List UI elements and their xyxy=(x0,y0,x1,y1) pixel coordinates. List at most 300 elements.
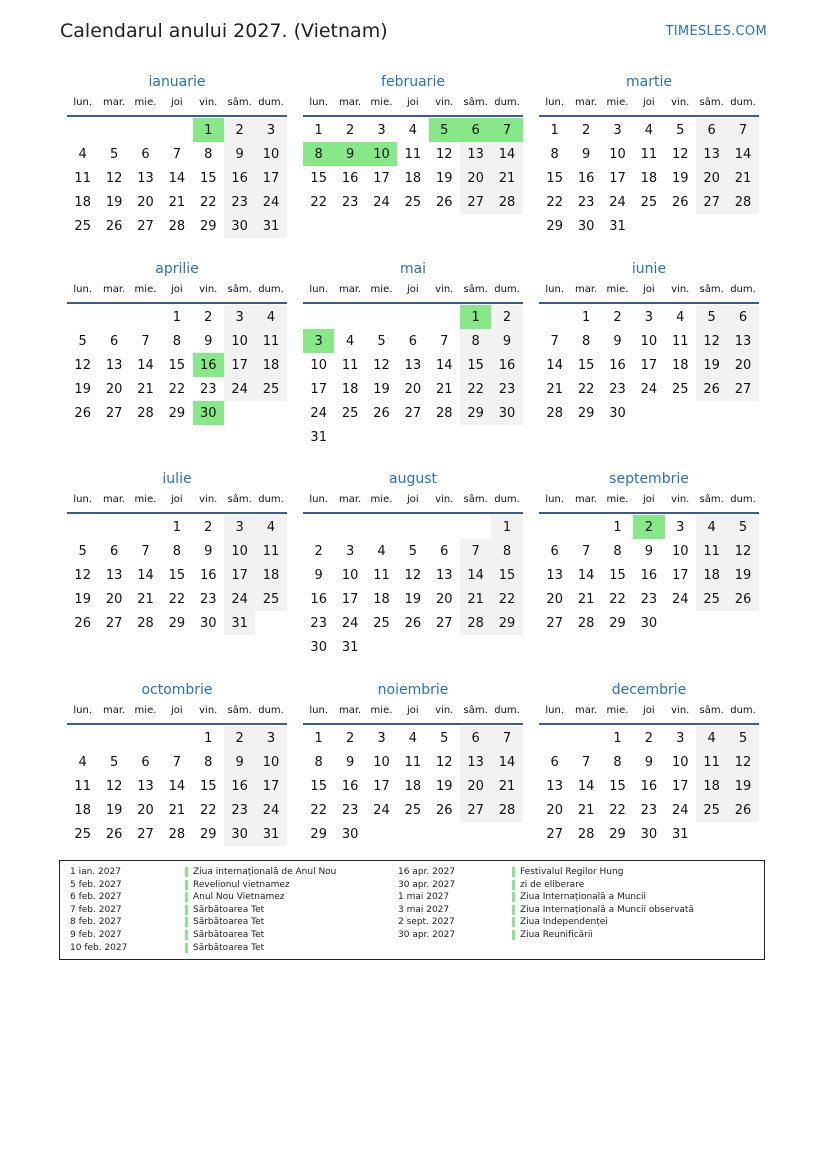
day-cell: 24 xyxy=(373,194,390,210)
month-divider xyxy=(67,115,287,117)
day-cell: 13 xyxy=(435,567,453,583)
day-cell: 27 xyxy=(727,377,758,401)
day-cell: 14 xyxy=(168,170,186,186)
day-cell: 28 xyxy=(491,190,522,214)
weekday-label: lun. xyxy=(73,284,93,295)
weekday-header xyxy=(303,284,523,298)
day-cell: 30 xyxy=(577,218,595,234)
day-cell: 27 xyxy=(105,405,123,421)
day-cell: 13 xyxy=(727,329,758,353)
day-cell-empty xyxy=(696,401,727,425)
weekday-label: mie. xyxy=(134,705,157,716)
day-cell: 29 xyxy=(460,401,491,425)
day-cell: 4 xyxy=(255,305,286,329)
day-cell: 7 xyxy=(440,333,449,349)
weekday-label: joi xyxy=(171,284,183,295)
day-cell: 7 xyxy=(172,146,181,162)
day-cell: 30 xyxy=(224,822,255,846)
holiday-date: 10 feb. 2027 xyxy=(70,942,128,953)
day-cell: 7 xyxy=(141,333,150,349)
legend-row xyxy=(185,866,336,879)
day-cell: 18 xyxy=(671,357,689,373)
day-cell: 11 xyxy=(696,539,727,563)
month-martie xyxy=(539,73,759,238)
day-cell-empty xyxy=(224,401,255,425)
brand-link[interactable]: TIMESLES.COM xyxy=(665,24,767,39)
day-cell: 21 xyxy=(491,166,522,190)
weekday-label: sâm. xyxy=(227,284,252,295)
weekday-label: lun. xyxy=(73,705,93,716)
weekday-label: dum. xyxy=(730,705,756,716)
weekday-label: mar. xyxy=(338,97,362,108)
day-cell: 21 xyxy=(727,166,758,190)
day-cell: 9 xyxy=(204,333,213,349)
day-grid xyxy=(539,515,759,635)
day-cell: 13 xyxy=(137,778,154,794)
day-cell: 22 xyxy=(310,194,327,210)
weekday-label: dum. xyxy=(730,494,756,505)
day-cell: 22 xyxy=(199,194,217,210)
day-cell: 23 xyxy=(199,381,217,397)
legend-row xyxy=(70,891,127,904)
day-cell: 23 xyxy=(341,194,359,210)
day-cell: 3 xyxy=(377,730,386,746)
day-cell-empty xyxy=(161,118,192,142)
month-divider xyxy=(539,302,759,304)
weekday-label: vin. xyxy=(199,97,218,108)
month-divider xyxy=(303,302,523,304)
holiday-date: 5 feb. 2027 xyxy=(70,879,122,890)
day-cell-empty xyxy=(67,726,98,750)
day-cell: 2 xyxy=(224,726,255,750)
day-cell: 1 xyxy=(314,730,323,746)
weekday-label: joi xyxy=(407,705,419,716)
day-cell: 26 xyxy=(671,194,689,210)
day-cell: 13 xyxy=(460,750,491,774)
day-cell: 26 xyxy=(74,405,91,421)
day-cell-empty xyxy=(98,726,129,750)
holiday-date: 9 feb. 2027 xyxy=(70,929,122,940)
day-cell: 29 xyxy=(310,826,327,842)
day-cell: 18 xyxy=(373,591,390,607)
day-cell: 6 xyxy=(440,543,449,559)
day-cell-empty xyxy=(696,214,727,238)
weekday-label: mie. xyxy=(606,284,629,295)
day-cell: 23 xyxy=(640,802,658,818)
day-cell-empty xyxy=(727,822,758,846)
day-cell: 2 xyxy=(613,309,622,325)
day-cell: 6 xyxy=(408,333,417,349)
day-cell: 29 xyxy=(577,405,595,421)
month-divider xyxy=(539,115,759,117)
month-divider xyxy=(67,723,287,725)
day-cell: 28 xyxy=(491,798,522,822)
month-name: februarie xyxy=(381,74,445,90)
month-name: ianuarie xyxy=(148,74,206,90)
weekday-header xyxy=(67,284,287,298)
weekday-label: lun. xyxy=(309,494,329,505)
holiday-date: 30 apr. 2027 xyxy=(398,929,456,940)
legend-row xyxy=(185,929,336,942)
weekday-label: mar. xyxy=(102,705,126,716)
weekday-header xyxy=(539,97,759,111)
day-cell: 22 xyxy=(199,802,217,818)
day-cell-holiday: 8 xyxy=(303,142,334,166)
weekday-label: dum. xyxy=(494,494,520,505)
day-cell: 1 xyxy=(613,519,622,535)
day-cell: 31 xyxy=(310,429,327,445)
day-cell-holiday: 1 xyxy=(193,118,224,142)
day-cell: 16 xyxy=(491,353,522,377)
day-cell: 30 xyxy=(491,401,522,425)
day-cell: 27 xyxy=(546,826,563,842)
day-cell: 8 xyxy=(581,333,591,349)
day-cell-empty xyxy=(491,635,522,659)
day-cell: 10 xyxy=(224,539,255,563)
day-cell: 1 xyxy=(204,730,213,746)
month-aprilie xyxy=(67,260,287,425)
day-cell-empty xyxy=(130,118,161,142)
day-cell: 12 xyxy=(696,329,727,353)
day-cell-empty xyxy=(570,726,601,750)
day-cell-empty xyxy=(633,401,664,425)
day-cell: 28 xyxy=(137,405,154,421)
day-cell: 20 xyxy=(105,591,123,607)
holiday-date: 6 feb. 2027 xyxy=(70,892,122,903)
day-cell: 18 xyxy=(696,774,727,798)
day-cell-empty xyxy=(366,425,397,449)
day-cell: 16 xyxy=(609,357,626,373)
day-cell: 18 xyxy=(696,563,727,587)
day-cell: 28 xyxy=(168,218,186,234)
day-cell: 2 xyxy=(224,118,255,142)
legend-row xyxy=(512,916,694,929)
weekday-label: joi xyxy=(171,494,183,505)
day-cell: 13 xyxy=(460,142,491,166)
day-cell: 17 xyxy=(224,353,255,377)
day-cell-holiday: 3 xyxy=(303,329,334,353)
day-cell-holiday: 7 xyxy=(491,118,522,142)
day-cell: 4 xyxy=(255,515,286,539)
day-cell: 14 xyxy=(460,563,491,587)
day-cell-empty xyxy=(67,515,98,539)
day-cell: 17 xyxy=(640,357,658,373)
day-cell: 15 xyxy=(310,170,327,186)
day-cell: 7 xyxy=(581,543,591,559)
day-cell-holiday: 9 xyxy=(334,142,365,166)
day-cell: 18 xyxy=(404,778,422,794)
day-cell-empty xyxy=(161,726,192,750)
day-cell-empty xyxy=(491,822,522,846)
day-cell: 24 xyxy=(224,587,255,611)
day-cell: 3 xyxy=(345,543,355,559)
day-cell: 11 xyxy=(373,567,390,583)
day-cell-empty xyxy=(460,515,491,539)
day-cell: 7 xyxy=(460,539,491,563)
day-cell-empty xyxy=(429,515,460,539)
legend-left-dates xyxy=(70,866,127,954)
holiday-legend xyxy=(59,860,765,960)
holiday-name: Ziua Reunificării xyxy=(512,930,593,940)
legend-row xyxy=(70,929,127,942)
month-divider xyxy=(303,723,523,725)
day-cell: 15 xyxy=(577,357,595,373)
day-cell: 4 xyxy=(644,122,653,138)
weekday-label: mie. xyxy=(370,494,393,505)
day-cell: 17 xyxy=(255,166,286,190)
day-cell: 6 xyxy=(727,305,758,329)
day-cell: 19 xyxy=(727,774,758,798)
day-cell: 12 xyxy=(373,357,390,373)
holiday-date: 3 mai 2027 xyxy=(398,904,450,915)
weekday-label: sâm. xyxy=(463,97,488,108)
day-cell: 14 xyxy=(727,142,758,166)
weekday-label: mie. xyxy=(606,705,629,716)
day-cell: 18 xyxy=(255,353,286,377)
day-cell: 27 xyxy=(696,190,727,214)
weekday-label: sâm. xyxy=(463,494,488,505)
day-cell: 15 xyxy=(199,170,217,186)
day-cell: 21 xyxy=(137,381,154,397)
weekday-label: joi xyxy=(407,284,419,295)
day-cell: 11 xyxy=(341,357,359,373)
weekday-header xyxy=(303,97,523,111)
day-cell-empty xyxy=(696,822,727,846)
day-cell-empty xyxy=(696,611,727,635)
day-cell: 18 xyxy=(404,170,422,186)
day-cell: 31 xyxy=(671,826,689,842)
day-cell: 28 xyxy=(460,611,491,635)
day-cell: 22 xyxy=(577,381,595,397)
day-cell: 26 xyxy=(696,377,727,401)
day-cell: 31 xyxy=(609,218,626,234)
day-cell-empty xyxy=(539,305,570,329)
day-cell-empty xyxy=(67,118,98,142)
legend-row xyxy=(185,904,336,917)
day-cell: 2 xyxy=(491,305,522,329)
day-cell: 3 xyxy=(613,122,622,138)
day-cell: 22 xyxy=(609,802,626,818)
day-cell: 9 xyxy=(581,146,591,162)
day-cell: 17 xyxy=(373,778,390,794)
weekday-label: dum. xyxy=(258,97,284,108)
weekday-header xyxy=(539,705,759,719)
weekday-label: mar. xyxy=(102,97,126,108)
day-cell-empty xyxy=(539,726,570,750)
day-cell: 4 xyxy=(345,333,355,349)
day-cell: 8 xyxy=(613,543,622,559)
weekday-label: joi xyxy=(643,494,655,505)
day-cell-empty xyxy=(130,305,161,329)
weekday-label: mar. xyxy=(574,494,598,505)
weekday-label: sâm. xyxy=(463,705,488,716)
day-cell: 18 xyxy=(341,381,359,397)
day-cell: 28 xyxy=(435,405,453,421)
day-cell: 1 xyxy=(550,122,559,138)
weekday-label: sâm. xyxy=(699,705,724,716)
day-cell: 20 xyxy=(404,381,422,397)
day-cell: 29 xyxy=(546,218,563,234)
day-cell: 19 xyxy=(74,591,91,607)
day-cell: 16 xyxy=(341,778,359,794)
day-cell: 9 xyxy=(644,543,653,559)
day-cell: 2 xyxy=(644,730,653,746)
day-cell: 23 xyxy=(640,591,658,607)
day-cell: 25 xyxy=(404,194,422,210)
day-cell: 25 xyxy=(696,798,727,822)
day-cell: 14 xyxy=(491,142,522,166)
day-cell: 20 xyxy=(727,353,758,377)
weekday-label: vin. xyxy=(435,284,454,295)
legend-row xyxy=(398,929,455,942)
holiday-name: zi de eliberare xyxy=(512,880,584,890)
day-cell: 3 xyxy=(224,305,255,329)
weekday-label: joi xyxy=(643,284,655,295)
weekday-label: mar. xyxy=(338,494,362,505)
day-cell: 24 xyxy=(640,381,658,397)
day-cell-empty xyxy=(633,214,664,238)
day-cell: 12 xyxy=(435,146,453,162)
day-cell: 21 xyxy=(546,381,563,397)
day-cell: 17 xyxy=(373,170,390,186)
day-cell: 5 xyxy=(408,543,417,559)
weekday-label: vin. xyxy=(435,705,454,716)
day-cell: 28 xyxy=(137,615,154,631)
day-cell: 5 xyxy=(676,122,685,138)
day-cell: 30 xyxy=(224,214,255,238)
weekday-header xyxy=(303,705,523,719)
day-cell-empty xyxy=(366,515,397,539)
day-cell: 17 xyxy=(341,591,359,607)
day-cell-empty xyxy=(429,822,460,846)
day-cell-holiday: 5 xyxy=(429,118,460,142)
day-cell: 22 xyxy=(168,591,186,607)
day-cell: 6 xyxy=(109,333,119,349)
month-divider xyxy=(67,512,287,514)
day-cell-empty xyxy=(366,635,397,659)
day-cell: 9 xyxy=(644,754,653,770)
day-cell: 16 xyxy=(224,774,255,798)
day-cell: 14 xyxy=(137,567,154,583)
weekday-label: sâm. xyxy=(227,494,252,505)
day-cell-empty xyxy=(397,305,428,329)
weekday-label: mar. xyxy=(574,284,598,295)
day-cell: 9 xyxy=(613,333,622,349)
weekday-label: lun. xyxy=(545,97,565,108)
month-iunie xyxy=(539,260,759,425)
holiday-date: 7 feb. 2027 xyxy=(70,904,122,915)
day-cell: 10 xyxy=(255,142,286,166)
weekday-label: mar. xyxy=(338,705,362,716)
weekday-header xyxy=(67,97,287,111)
day-cell: 8 xyxy=(204,146,213,162)
legend-right-dates xyxy=(398,866,455,942)
legend-row xyxy=(512,866,694,879)
day-cell: 14 xyxy=(577,567,595,583)
day-cell-empty xyxy=(397,822,428,846)
month-noiembrie xyxy=(303,681,523,846)
weekday-label: joi xyxy=(407,494,419,505)
day-cell: 26 xyxy=(435,802,453,818)
day-cell: 3 xyxy=(255,118,286,142)
day-cell: 6 xyxy=(550,543,559,559)
day-cell: 7 xyxy=(172,754,181,770)
holiday-date: 16 apr. 2027 xyxy=(398,867,456,877)
weekday-label: mar. xyxy=(102,494,126,505)
day-cell: 8 xyxy=(204,754,213,770)
day-cell: 30 xyxy=(640,826,658,842)
day-cell: 19 xyxy=(404,591,422,607)
day-cell: 25 xyxy=(640,194,658,210)
day-cell: 28 xyxy=(168,826,186,842)
day-cell: 9 xyxy=(224,750,255,774)
day-cell: 1 xyxy=(613,730,622,746)
weekday-label: sâm. xyxy=(699,494,724,505)
day-cell: 7 xyxy=(581,754,591,770)
day-cell: 15 xyxy=(609,778,626,794)
day-grid xyxy=(67,305,287,425)
legend-row xyxy=(70,866,127,879)
day-grid xyxy=(67,118,287,238)
weekday-label: vin. xyxy=(671,284,690,295)
day-cell: 9 xyxy=(204,543,213,559)
legend-row xyxy=(512,904,694,917)
legend-row xyxy=(398,916,455,929)
legend-row xyxy=(512,891,694,904)
day-cell: 25 xyxy=(373,615,390,631)
weekday-label: mie. xyxy=(606,494,629,505)
month-mai xyxy=(303,260,523,449)
weekday-header xyxy=(539,494,759,508)
day-cell: 7 xyxy=(550,333,559,349)
weekday-label: lun. xyxy=(73,494,93,505)
day-cell: 5 xyxy=(377,333,386,349)
weekday-label: lun. xyxy=(545,494,565,505)
day-cell: 23 xyxy=(491,377,522,401)
month-name: iunie xyxy=(631,261,667,277)
day-cell-holiday: 16 xyxy=(193,353,224,377)
day-cell: 21 xyxy=(491,774,522,798)
day-cell: 8 xyxy=(172,333,181,349)
month-februarie xyxy=(303,73,523,214)
weekday-label: vin. xyxy=(199,494,218,505)
day-cell: 23 xyxy=(224,798,255,822)
day-cell: 20 xyxy=(137,194,154,210)
day-cell: 8 xyxy=(491,539,522,563)
day-cell-empty xyxy=(429,305,460,329)
day-cell: 31 xyxy=(255,214,286,238)
day-cell: 22 xyxy=(168,381,186,397)
day-cell-empty xyxy=(334,305,365,329)
weekday-label: vin. xyxy=(435,494,454,505)
day-cell: 9 xyxy=(224,142,255,166)
day-cell: 26 xyxy=(404,615,422,631)
weekday-label: lun. xyxy=(73,97,93,108)
day-cell: 27 xyxy=(460,798,491,822)
weekday-label: mie. xyxy=(606,97,629,108)
day-cell: 6 xyxy=(696,118,727,142)
day-cell: 2 xyxy=(345,730,355,746)
day-grid xyxy=(539,726,759,846)
day-cell: 14 xyxy=(577,778,595,794)
day-cell: 17 xyxy=(310,381,327,397)
day-cell-empty xyxy=(303,515,334,539)
month-septembrie xyxy=(539,470,759,635)
day-cell: 13 xyxy=(546,778,563,794)
legend-right-names xyxy=(512,866,694,942)
day-cell: 12 xyxy=(105,170,123,186)
day-cell: 13 xyxy=(105,567,123,583)
